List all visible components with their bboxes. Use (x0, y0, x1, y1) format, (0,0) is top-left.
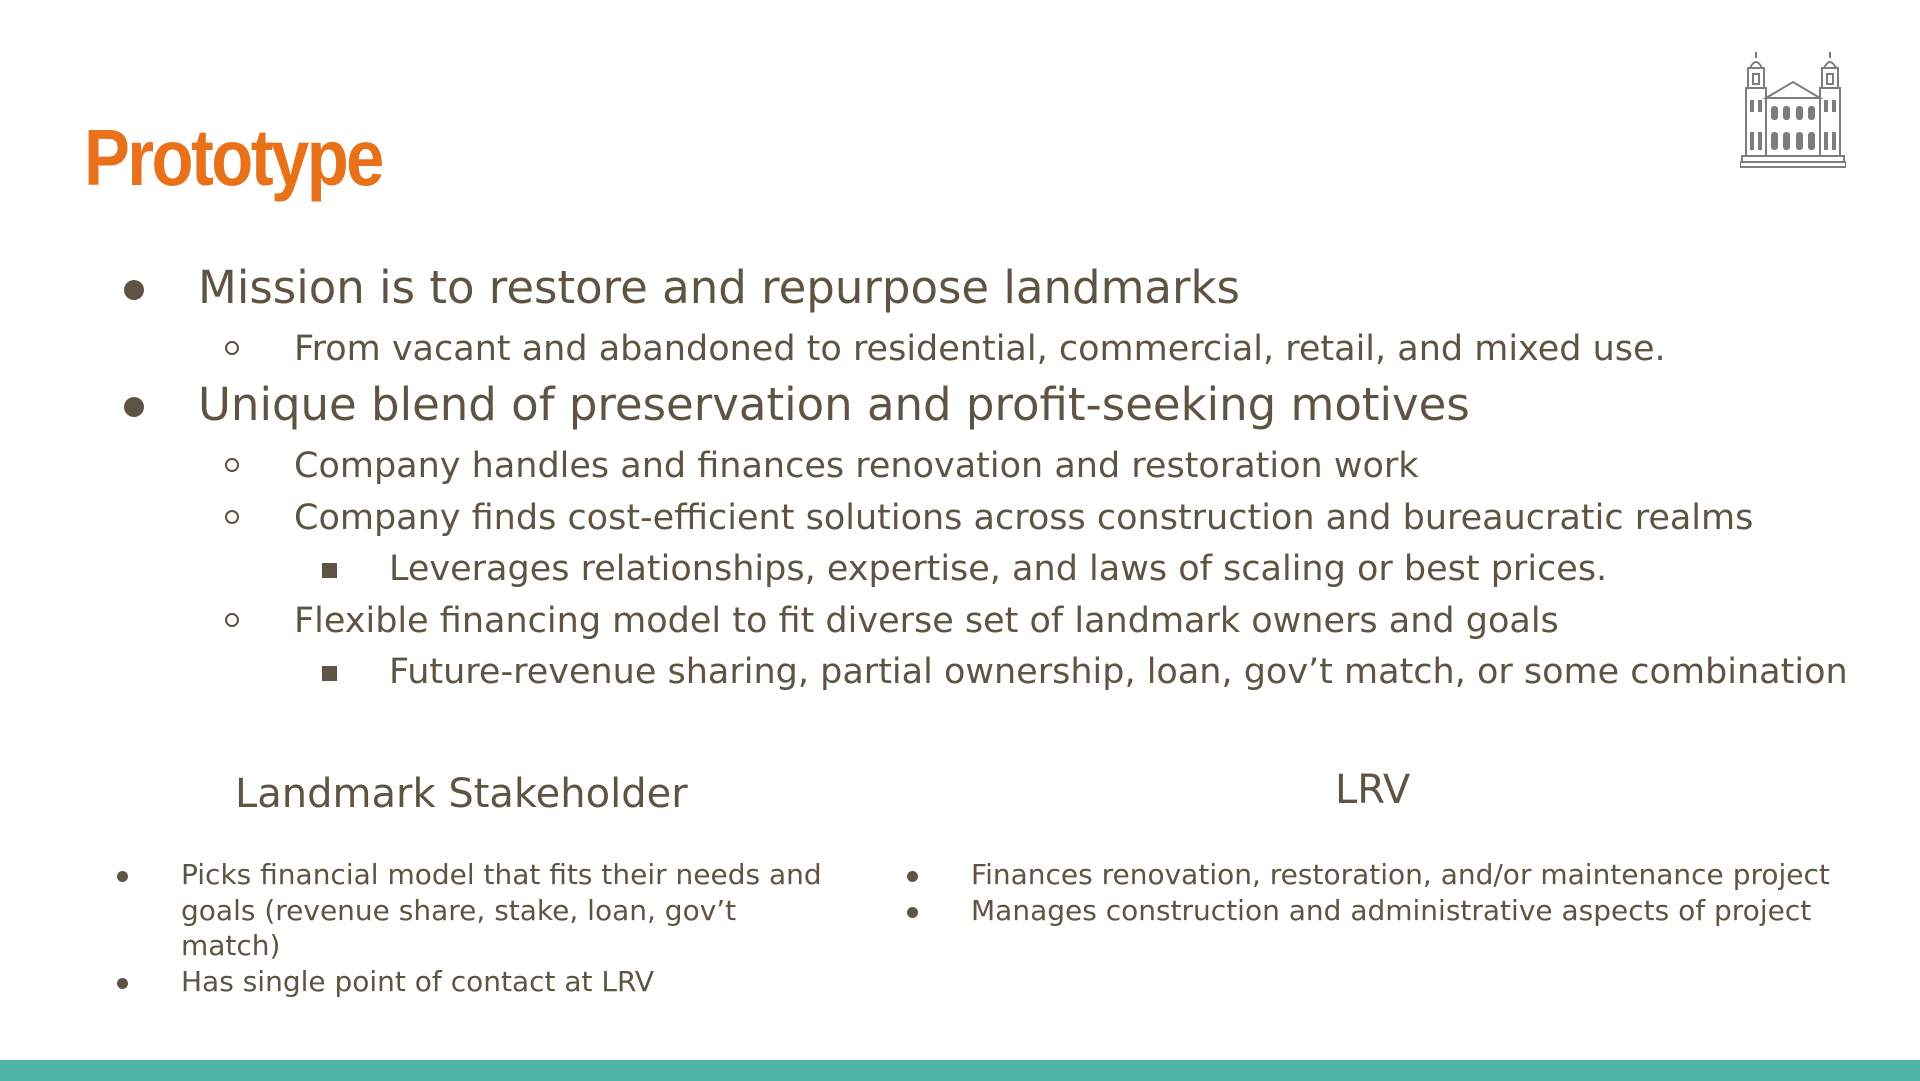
list-item (117, 964, 837, 1000)
bullet-text: Leverages relationships, expertise, and laws of scaling or best prices. (389, 549, 1608, 589)
bullet-text: Unique blend of preservation and profit-seeking motives (198, 378, 1470, 431)
bullet-text: Future-revenue sharing, partial ownership, loan, gov’t match, or some combination (389, 652, 1848, 692)
bullet-marker (117, 871, 128, 882)
footer-accent-bar (0, 1060, 1920, 1081)
bullet-text: Company finds cost-efficient solutions across construction and bureaucratic realms (294, 498, 1754, 538)
lrv-list (907, 857, 1867, 928)
lrv-heading: LRV (1335, 767, 1411, 813)
sub-sub-bullet-marker (322, 666, 337, 681)
stakeholder-list (117, 857, 837, 999)
cathedral-icon (1740, 50, 1846, 168)
sub-sub-bullet-marker (322, 563, 337, 578)
list-item-text: Finances renovation, restoration, and/or maintenance project (971, 858, 1830, 891)
list-item-text: Picks financial model that fits their needs and goals (revenue share, stake, loan, gov’t match) (181, 858, 822, 962)
bullet-marker (124, 280, 144, 300)
list-item-text: Has single point of contact at LRV (181, 964, 655, 998)
bullet-marker (124, 397, 144, 417)
slide-title: Prototype (84, 113, 382, 202)
bullet-text: From vacant and abandoned to residential, commercial, retail, and mixed use. (294, 329, 1666, 369)
bullet-marker (907, 907, 918, 918)
stakeholder-heading: Landmark Stakeholder (235, 771, 688, 817)
list-item (907, 857, 1867, 893)
bullet-text: Mission is to restore and repurpose landmarks (198, 261, 1240, 314)
sub-bullet-marker (225, 613, 239, 627)
list-item (117, 857, 837, 964)
bullet-text: Company handles and finances renovation and restoration work (294, 446, 1419, 486)
list-item-text: Manages construction and administrative aspects of project (971, 893, 1812, 927)
list-item (907, 893, 1867, 929)
bullet-text: Flexible financing model to fit diverse set of landmark owners and goals (294, 601, 1559, 641)
bullet-marker (117, 978, 128, 989)
sub-bullet-marker (225, 458, 239, 472)
sub-bullet-marker (225, 341, 239, 355)
sub-bullet-marker (225, 510, 239, 524)
bullet-marker (907, 871, 918, 882)
